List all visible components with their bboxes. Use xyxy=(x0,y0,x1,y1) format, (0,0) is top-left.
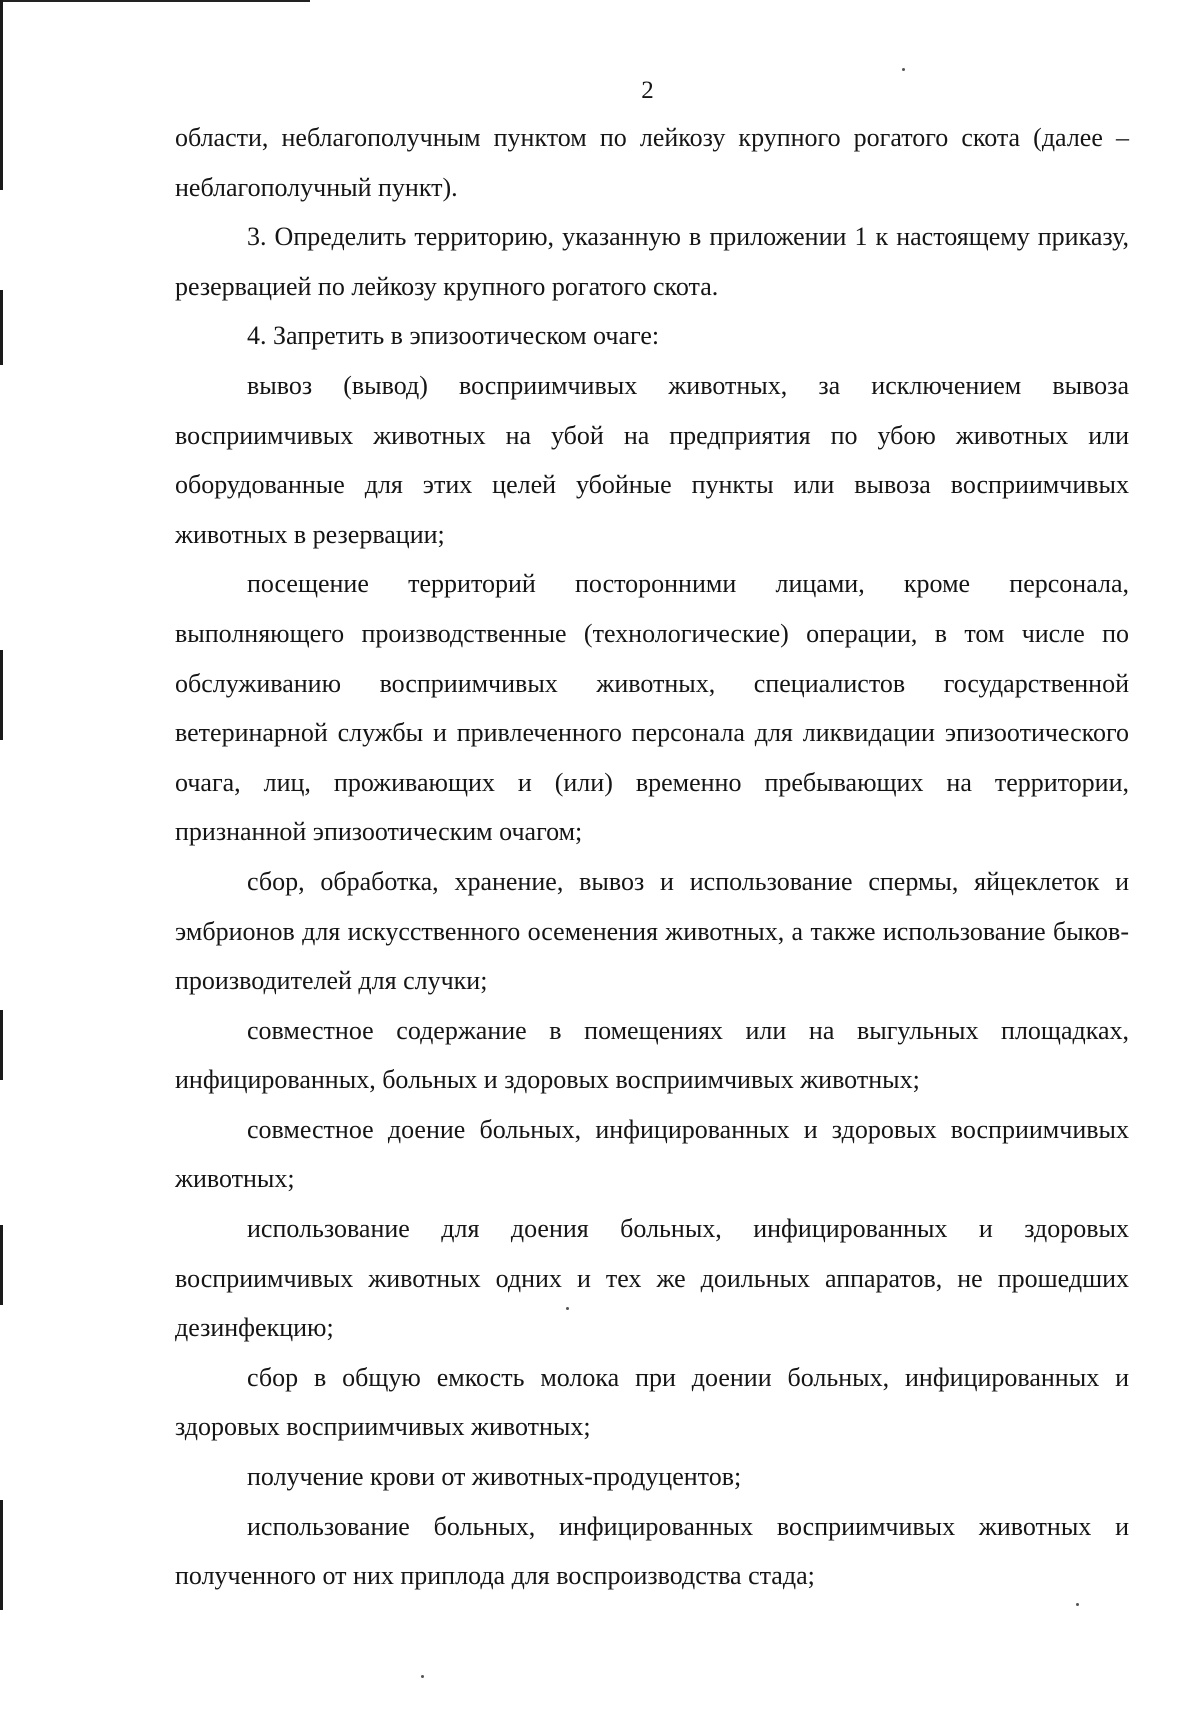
paragraph: 3. Определить территорию, указанную в приложении 1 к настоящему приказу, резервацией по лейкозу крупного рогатого скота. xyxy=(175,222,1129,301)
scan-border-top xyxy=(0,0,310,2)
scan-speck xyxy=(421,1675,424,1678)
scan-speck xyxy=(566,1307,569,1310)
paragraph: использование для доения больных, инфицированных и здоровых восприимчивых животных одних и тех же доильных аппаратов, не прошедших дезинфекцию; xyxy=(175,1214,1129,1343)
page-number: 2 xyxy=(641,77,654,104)
paragraph: сбор, обработка, хранение, вывоз и использование спермы, яйцеклеток и эмбрионов для искусственного осеменения животных, а также использование быков-производителей для случки; xyxy=(175,866,1129,996)
paragraph: использование больных, инфицированных восприимчивых животных и полученного от них приплода для воспроизводства стада; xyxy=(175,1511,1129,1591)
paragraph: сбор в общую емкость молока при доении больных, инфицированных и здоровых восприимчивых животных; xyxy=(175,1362,1129,1442)
paragraph: 4. Запретить в эпизоотическом очаге: xyxy=(247,321,660,351)
scan-speck xyxy=(902,68,905,71)
paragraph: посещение территорий посторонними лицами, кроме персонала, выполняющего производственные (технологические) операции, в том числе по обслуживанию восприимчивых животных, специалистов государственной ветеринарной службы и привлеченного персонала для ликвидации эпизоотического очага, лиц, проживающих и (или) временно пребывающих на территории, признанной эпизоотическим очагом; xyxy=(175,569,1129,847)
paragraph: вывоз (вывод) восприимчивых животных, за исключением вывоза восприимчивых животных на убой на предприятия по убою животных или оборудованные для этих целей убойные пункты или вывоза восприимчивых животных в резервации; xyxy=(175,370,1129,549)
paragraph: получение крови от животных-продуцентов; xyxy=(247,1462,742,1492)
scan-border-left xyxy=(0,290,3,365)
scan-border-left xyxy=(0,1225,3,1305)
paragraph: области, неблагополучным пунктом по лейкозу крупного рогатого скота (далее – неблагополучный пункт). xyxy=(175,123,1129,202)
document-body xyxy=(175,113,1129,1601)
scan-border-left xyxy=(0,650,3,740)
paragraph: совместное содержание в помещениях или на выгульных площадках, инфицированных, больных и здоровых восприимчивых животных; xyxy=(175,1015,1129,1095)
scan-border-left xyxy=(0,1010,3,1080)
paragraph: совместное доение больных, инфицированных и здоровых восприимчивых животных; xyxy=(175,1114,1129,1194)
scan-border-left xyxy=(0,1500,3,1610)
scan-speck xyxy=(1076,1603,1079,1606)
